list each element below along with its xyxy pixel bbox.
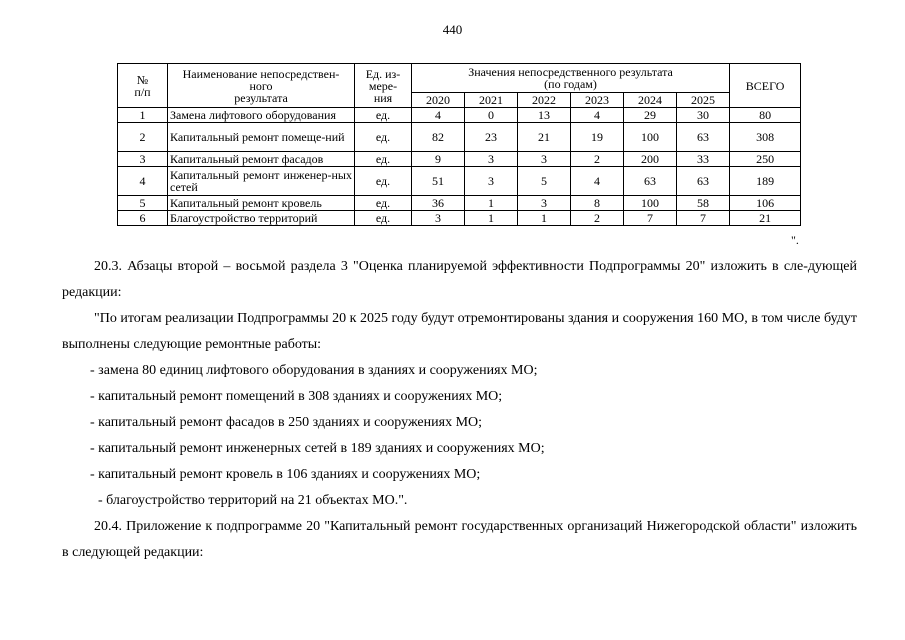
table-row (118, 152, 801, 167)
row-value-cell: 200 (624, 152, 677, 167)
list-item: - благоустройство территорий на 21 объектах МО.". (98, 493, 408, 508)
row-unit-cell: ед. (355, 167, 412, 196)
paragraph-20-4: 20.4. Приложение к подпрограмме 20 "Капитальный ремонт государственных организаций Нижегородской области" изложить в следующей редакции: (62, 519, 857, 560)
row-value-cell: 3 (412, 211, 465, 226)
row-value-cell: 0 (465, 108, 518, 123)
row-value-cell: 3 (518, 152, 571, 167)
row-number-cell: 1 (118, 108, 168, 123)
row-value-cell: 7 (677, 211, 730, 226)
row-value-cell: 36 (412, 196, 465, 211)
row-total-cell: 80 (730, 108, 801, 123)
row-unit-cell: ед. (355, 196, 412, 211)
row-number-cell: 5 (118, 196, 168, 211)
row-name-cell: Капитальный ремонт фасадов (168, 152, 355, 167)
table-row (118, 108, 801, 123)
row-value-cell: 4 (571, 108, 624, 123)
row-name-cell: Капитальный ремонт помеще-ний (168, 123, 355, 152)
list-item: - замена 80 единиц лифтового оборудования в зданиях и сооружениях МО; (90, 363, 538, 378)
row-value-cell: 82 (412, 123, 465, 152)
list-item: - капитальный ремонт фасадов в 250 зданиях и сооружениях МО; (90, 415, 483, 430)
row-value-cell: 100 (624, 123, 677, 152)
row-value-cell: 29 (624, 108, 677, 123)
row-value-cell: 2 (571, 211, 624, 226)
row-total-cell: 21 (730, 211, 801, 226)
row-value-cell: 13 (518, 108, 571, 123)
list-item: - капитальный ремонт кровель в 106 зданиях и сооружениях МО; (90, 467, 481, 482)
row-value-cell: 1 (518, 211, 571, 226)
row-total-cell: 106 (730, 196, 801, 211)
header-year: 2024 (624, 93, 677, 108)
row-name-cell: Капитальный ремонт кровель (168, 196, 355, 211)
row-number-cell: 6 (118, 211, 168, 226)
row-value-cell: 2 (571, 152, 624, 167)
header-year: 2021 (465, 93, 518, 108)
row-number-cell: 3 (118, 152, 168, 167)
header-year: 2025 (677, 93, 730, 108)
row-value-cell: 63 (677, 167, 730, 196)
row-name-cell: Замена лифтового оборудования (168, 108, 355, 123)
row-name-cell: Благоустройство территорий (168, 211, 355, 226)
page-number: 440 (442, 22, 463, 37)
header-total: ВСЕГО (730, 64, 801, 108)
row-value-cell: 9 (412, 152, 465, 167)
row-total-cell: 250 (730, 152, 801, 167)
header-year: 2022 (518, 93, 571, 108)
row-value-cell: 100 (624, 196, 677, 211)
row-value-cell: 23 (465, 123, 518, 152)
body-text (62, 254, 857, 566)
row-total-cell: 189 (730, 167, 801, 196)
table-row (118, 211, 801, 226)
paragraph-20-3: 20.3. Абзацы второй – восьмой раздела 3 "Оценка планируемой эффективности Подпрограммы 20" изложить в сле-дующей редакции: (62, 259, 857, 300)
table-row (118, 123, 801, 152)
row-unit-cell: ед. (355, 211, 412, 226)
header-unit: Ед. из- мере- ния (355, 64, 412, 108)
row-value-cell: 4 (412, 108, 465, 123)
header-values-group: Значения непосредственного результата (по годам) (412, 64, 730, 93)
row-value-cell: 5 (518, 167, 571, 196)
row-value-cell: 58 (677, 196, 730, 211)
header-name: Наименование непосредствен- ного результата (168, 64, 355, 108)
row-value-cell: 33 (677, 152, 730, 167)
row-name-cell: Капитальный ремонт инженер-ных сетей (168, 167, 355, 196)
row-number-cell: 4 (118, 167, 168, 196)
row-value-cell: 7 (624, 211, 677, 226)
row-value-cell: 30 (677, 108, 730, 123)
row-total-cell: 308 (730, 123, 801, 152)
row-value-cell: 3 (465, 167, 518, 196)
row-value-cell: 63 (677, 123, 730, 152)
header-num: № п/п (118, 64, 168, 108)
table-row (118, 196, 801, 211)
row-value-cell: 1 (465, 211, 518, 226)
row-value-cell: 19 (571, 123, 624, 152)
row-number-cell: 2 (118, 123, 168, 152)
row-unit-cell: ед. (355, 108, 412, 123)
row-value-cell: 63 (624, 167, 677, 196)
row-value-cell: 51 (412, 167, 465, 196)
header-year: 2023 (571, 93, 624, 108)
row-value-cell: 21 (518, 123, 571, 152)
paragraph-quote-intro: "По итогам реализации Подпрограммы 20 к 2025 году будут отремонтированы здания и сооружения 160 МО, в том числе будут выполнены следующие ремонтные работы: (62, 311, 857, 352)
row-unit-cell: ед. (355, 152, 412, 167)
list-item: - капитальный ремонт помещений в 308 зданиях и сооружениях МО; (90, 389, 503, 404)
row-value-cell: 3 (518, 196, 571, 211)
row-value-cell: 3 (465, 152, 518, 167)
table-row (118, 167, 801, 196)
row-unit-cell: ед. (355, 123, 412, 152)
row-value-cell: 8 (571, 196, 624, 211)
closing-quote: ". (791, 233, 799, 247)
header-year: 2020 (412, 93, 465, 108)
row-value-cell: 1 (465, 196, 518, 211)
list-item: - капитальный ремонт инженерных сетей в 189 зданиях и сооружениях МО; (90, 441, 545, 456)
results-table (117, 63, 801, 226)
row-value-cell: 4 (571, 167, 624, 196)
